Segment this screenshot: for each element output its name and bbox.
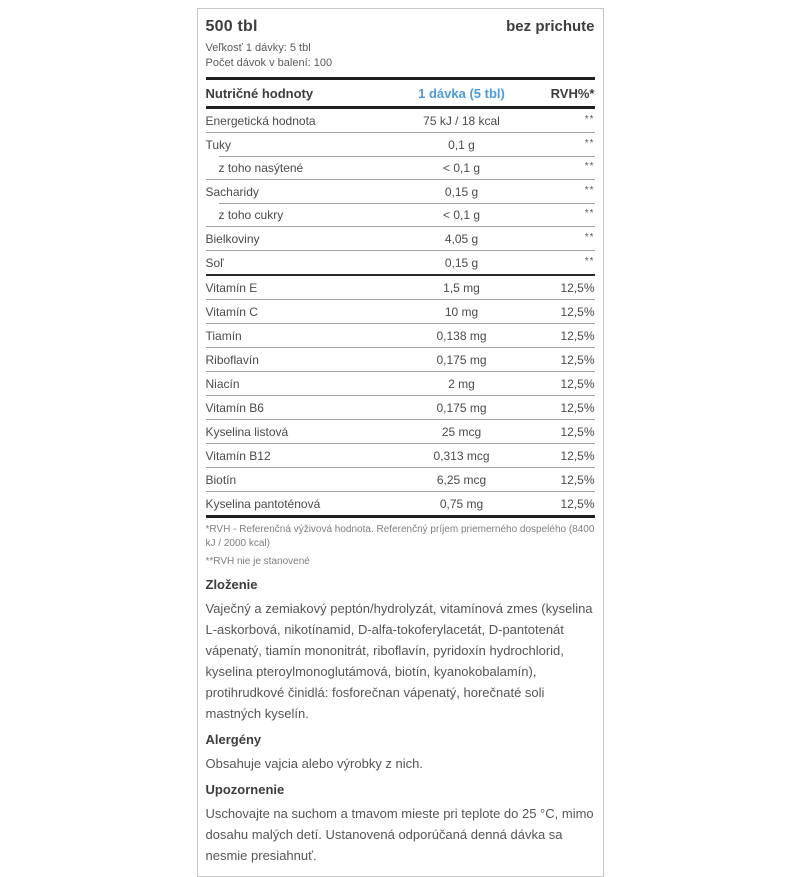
section-warning bbox=[206, 782, 595, 866]
nutrient-name: Vitamín E bbox=[205, 280, 258, 295]
table-row bbox=[206, 419, 595, 443]
table-row bbox=[206, 132, 595, 156]
nutrient-value: 0,138 mg bbox=[436, 328, 487, 343]
nutrient-value: 25 mcg bbox=[441, 424, 482, 439]
nutrient-rvh: 12,5% bbox=[560, 496, 595, 511]
nutrient-rvh: 12,5% bbox=[560, 424, 595, 439]
composition-body: Vaječný a zemiakový peptón/hydrolyzát, vitamínová zmes (kyselina L-askorbová, nikotínamid, D-alfa-tokoferylacetát, D-pantotenát vápenatý, tiamín mononitrát, riboflavín, pyridoxín hydrochlorid, kyselina pteroylmonoglutámová, biotín, kyanokobalamín), protihrudkové činidlá: fosforečnan vápenatý, horečnaté soli mastných kyselín. bbox=[205, 601, 593, 721]
table-row bbox=[206, 347, 595, 371]
page-canvas bbox=[0, 8, 800, 863]
col-serving: 1 dávka (5 tbl) bbox=[418, 85, 505, 101]
nutrient-name: Kyselina listová bbox=[205, 424, 289, 439]
nutrient-rvh bbox=[537, 114, 595, 128]
nutrient-value: 0,15 g bbox=[444, 255, 479, 270]
nutrient-rvh: 12,5% bbox=[560, 448, 595, 463]
nutrient-name: Niacín bbox=[205, 376, 240, 391]
allergens-heading: Alergény bbox=[205, 732, 262, 747]
nutrient-name: Soľ bbox=[205, 255, 224, 270]
nutrient-rvh bbox=[537, 256, 595, 270]
nutrient-rvh: 12,5% bbox=[560, 280, 595, 295]
col-nutrients: Nutričné hodnoty bbox=[205, 85, 314, 101]
footnote-rvh-definition: *RVH - Referenčná výživová hodnota. Referenčný príjem priemerného dospelého (8400 kJ / 2000 kcal) bbox=[205, 524, 595, 549]
nutrient-value: 0,1 g bbox=[448, 137, 475, 152]
nutrient-value: 6,25 mcg bbox=[436, 472, 487, 487]
table-row bbox=[206, 156, 595, 179]
rvh-not-set-marker: ** bbox=[584, 137, 595, 149]
nutrient-rvh: 12,5% bbox=[560, 400, 595, 415]
table-row bbox=[206, 226, 595, 250]
nutrition-rows bbox=[206, 109, 595, 515]
nutrient-rvh bbox=[537, 232, 595, 246]
nutrient-value: 2 mg bbox=[448, 376, 475, 391]
nutrient-name: Tiamín bbox=[205, 328, 242, 343]
rvh-not-set-marker: ** bbox=[584, 184, 595, 196]
table-row bbox=[206, 203, 595, 226]
nutrient-value: < 0,1 g bbox=[442, 160, 481, 175]
table-row bbox=[206, 274, 595, 299]
section-allergens bbox=[206, 732, 595, 774]
nutrient-name: z toho nasýtené bbox=[218, 160, 304, 175]
table-row bbox=[206, 179, 595, 203]
nutrient-name: Vitamín B12 bbox=[205, 448, 271, 463]
nutrient-value: 0,313 mcg bbox=[433, 448, 490, 463]
rvh-not-set-marker: ** bbox=[584, 231, 595, 243]
label-header bbox=[206, 18, 595, 36]
nutrient-name: Vitamín C bbox=[205, 304, 258, 319]
nutrient-name: Sacharidy bbox=[205, 184, 259, 199]
nutrient-value: 4,05 g bbox=[444, 231, 479, 246]
nutrient-rvh: 12,5% bbox=[560, 472, 595, 487]
table-row bbox=[206, 109, 595, 132]
nutrient-name: Vitamín B6 bbox=[205, 400, 264, 415]
warning-heading: Upozornenie bbox=[205, 782, 285, 797]
flavor-name: bez prichute bbox=[506, 18, 595, 35]
serving-size: Veľkosť 1 dávky: 5 tbl bbox=[205, 42, 311, 54]
col-rvh: RVH%* bbox=[550, 85, 595, 101]
nutrient-value: 10 mg bbox=[444, 304, 479, 319]
table-row bbox=[206, 250, 595, 274]
allergens-body: Obsahuje vajcia alebo výrobky z nich. bbox=[205, 756, 424, 771]
rvh-not-set-marker: ** bbox=[584, 207, 595, 219]
table-row bbox=[206, 395, 595, 419]
nutrient-value: 0,175 mg bbox=[436, 352, 487, 367]
table-row bbox=[206, 299, 595, 323]
composition-heading: Zloženie bbox=[205, 577, 258, 592]
nutrient-name: z toho cukry bbox=[218, 207, 284, 222]
nutrient-value: 1,5 mg bbox=[443, 280, 480, 295]
nutrient-value: < 0,1 g bbox=[442, 207, 481, 222]
nutrient-rvh: 12,5% bbox=[560, 304, 595, 319]
nutrient-rvh: 12,5% bbox=[560, 328, 595, 343]
nutrition-label bbox=[197, 8, 604, 877]
footnote-rvh-not-set: **RVH nie je stanovené bbox=[205, 556, 310, 567]
nutrient-rvh bbox=[537, 208, 595, 222]
nutrient-name: Energetická hodnota bbox=[205, 113, 316, 128]
table-row bbox=[206, 467, 595, 491]
rvh-not-set-marker: ** bbox=[584, 255, 595, 267]
nutrient-name: Kyselina pantoténová bbox=[205, 496, 321, 511]
nutrient-value: 0,15 g bbox=[444, 184, 479, 199]
table-row bbox=[206, 443, 595, 467]
rvh-not-set-marker: ** bbox=[584, 160, 595, 172]
nutrient-name: Biotín bbox=[205, 472, 237, 487]
nutrient-rvh bbox=[537, 138, 595, 152]
table-row bbox=[206, 491, 595, 515]
rvh-not-set-marker: ** bbox=[584, 113, 595, 125]
nutrient-rvh: 12,5% bbox=[560, 376, 595, 391]
nutrient-rvh bbox=[537, 161, 595, 175]
section-composition bbox=[206, 577, 595, 724]
nutrient-name: Riboflavín bbox=[205, 352, 259, 367]
nutrient-value: 75 kJ / 18 kcal bbox=[423, 113, 500, 128]
pack-size: 500 tbl bbox=[205, 18, 258, 35]
table-row bbox=[206, 323, 595, 347]
nutrient-name: Tuky bbox=[205, 137, 232, 152]
servings-per-pack: Počet dávok v balení: 100 bbox=[205, 57, 333, 69]
nutrient-rvh bbox=[537, 185, 595, 199]
warning-body: Uschovajte na suchom a tmavom mieste pri teplote do 25 °C, mimo dosahu malých detí. Ustanovená odporúčaná denná dávka sa nesmie presiahnuť. bbox=[205, 806, 594, 863]
table-row bbox=[206, 371, 595, 395]
table-header bbox=[206, 80, 595, 106]
nutrient-value: 0,75 mg bbox=[439, 496, 484, 511]
nutrient-rvh: 12,5% bbox=[560, 352, 595, 367]
footnotes bbox=[206, 518, 595, 569]
nutrient-name: Bielkoviny bbox=[205, 231, 260, 246]
nutrient-value: 0,175 mg bbox=[436, 400, 487, 415]
